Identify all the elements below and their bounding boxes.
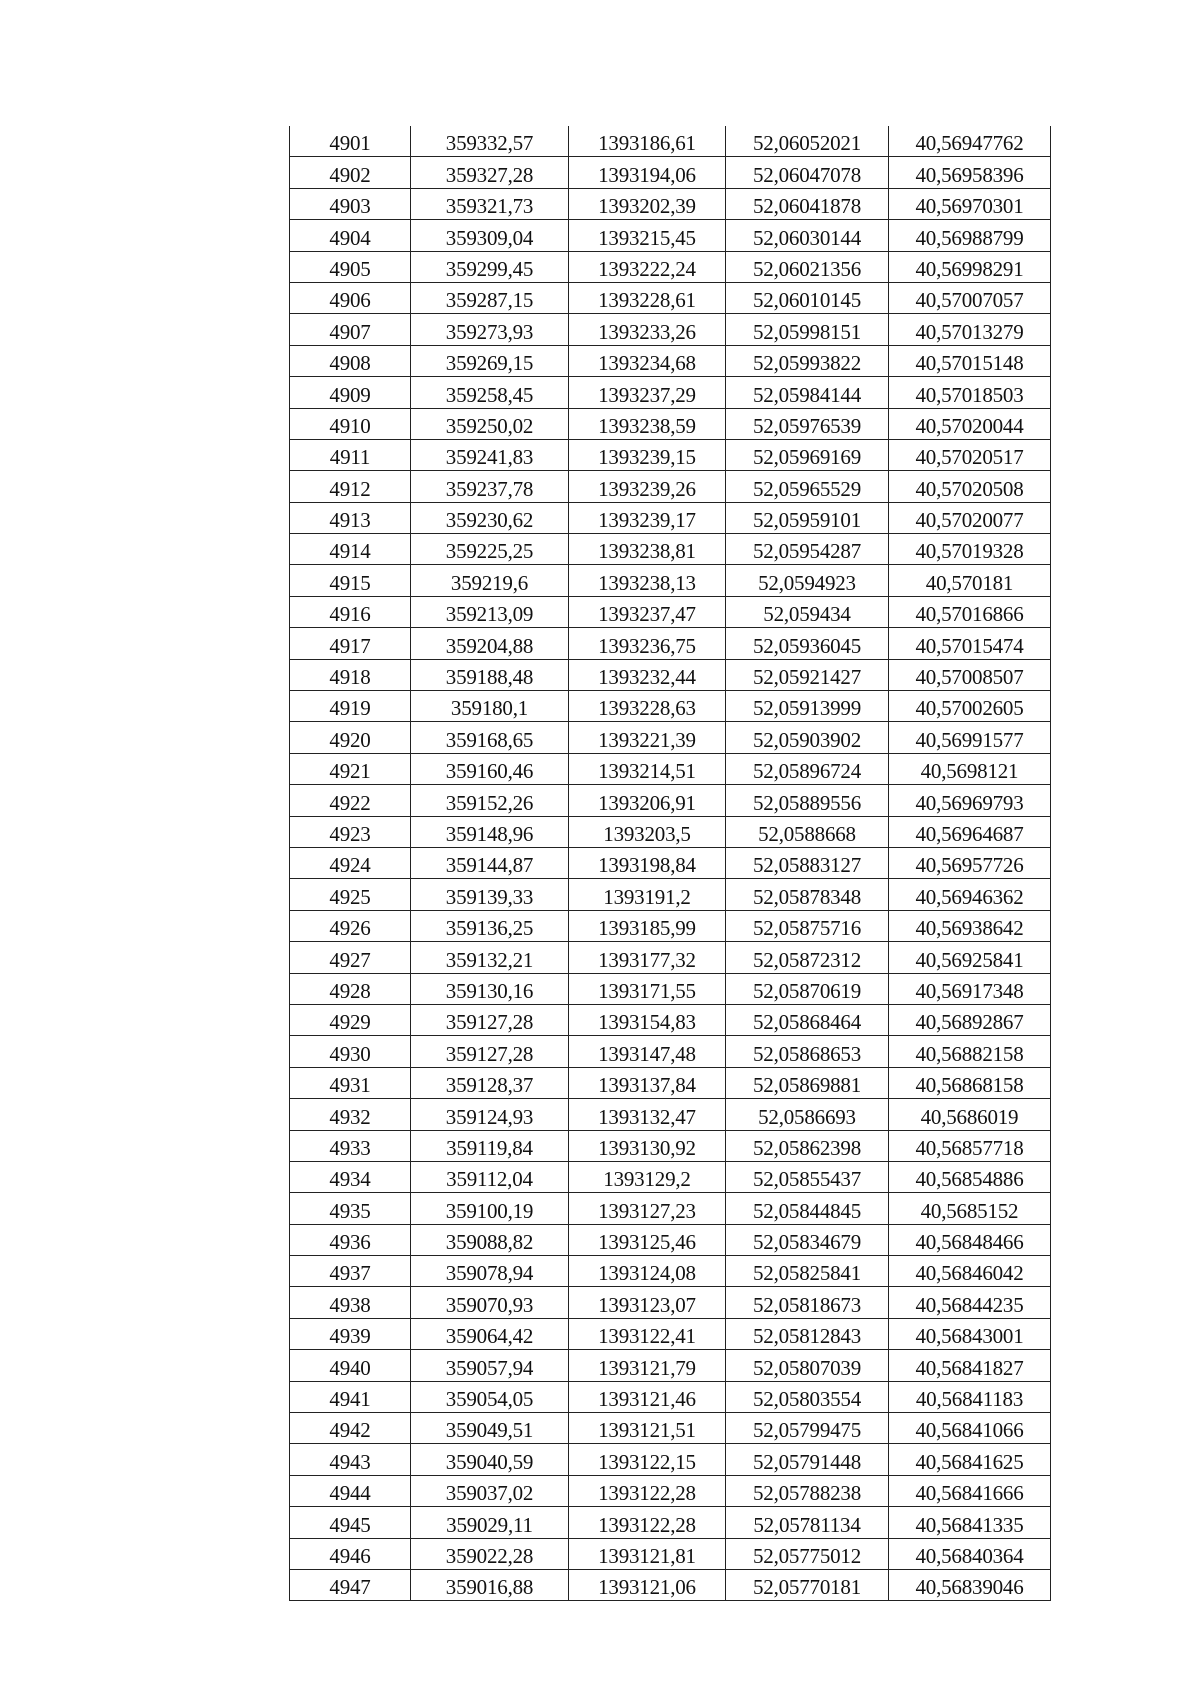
table-row xyxy=(290,1287,1051,1318)
longitude-cell: 40,57020077 xyxy=(889,502,1051,533)
latitude-cell: 52,05868464 xyxy=(726,1004,889,1035)
longitude-cell: 40,56947762 xyxy=(889,126,1051,157)
table-row xyxy=(290,1224,1051,1255)
table-row xyxy=(290,1256,1051,1287)
y-coordinate-cell: 1393122,15 xyxy=(569,1444,726,1475)
x-coordinate-cell: 359299,45 xyxy=(411,251,569,282)
longitude-cell: 40,56882158 xyxy=(889,1036,1051,1067)
point-number-cell: 4923 xyxy=(290,816,411,847)
latitude-cell: 52,05883127 xyxy=(726,847,889,878)
latitude-cell: 52,05903902 xyxy=(726,722,889,753)
y-coordinate-cell: 1393238,81 xyxy=(569,534,726,565)
table-row xyxy=(290,1350,1051,1381)
latitude-cell: 52,06010145 xyxy=(726,282,889,313)
latitude-cell: 52,05868653 xyxy=(726,1036,889,1067)
longitude-cell: 40,56958396 xyxy=(889,157,1051,188)
point-number-cell: 4947 xyxy=(290,1569,411,1600)
point-number-cell: 4919 xyxy=(290,691,411,722)
table-row xyxy=(290,596,1051,627)
x-coordinate-cell: 359332,57 xyxy=(411,126,569,157)
y-coordinate-cell: 1393236,75 xyxy=(569,628,726,659)
longitude-cell: 40,57020508 xyxy=(889,471,1051,502)
y-coordinate-cell: 1393123,07 xyxy=(569,1287,726,1318)
latitude-cell: 52,05870619 xyxy=(726,973,889,1004)
latitude-cell: 52,05775012 xyxy=(726,1538,889,1569)
point-number-cell: 4946 xyxy=(290,1538,411,1569)
latitude-cell: 52,05770181 xyxy=(726,1569,889,1600)
table-row xyxy=(290,659,1051,690)
x-coordinate-cell: 359148,96 xyxy=(411,816,569,847)
x-coordinate-cell: 359287,15 xyxy=(411,282,569,313)
latitude-cell: 52,06047078 xyxy=(726,157,889,188)
y-coordinate-cell: 1393147,48 xyxy=(569,1036,726,1067)
x-coordinate-cell: 359250,02 xyxy=(411,408,569,439)
y-coordinate-cell: 1393129,2 xyxy=(569,1161,726,1192)
y-coordinate-cell: 1393121,51 xyxy=(569,1413,726,1444)
point-number-cell: 4925 xyxy=(290,879,411,910)
x-coordinate-cell: 359237,78 xyxy=(411,471,569,502)
table-row xyxy=(290,1036,1051,1067)
y-coordinate-cell: 1393132,47 xyxy=(569,1099,726,1130)
point-number-cell: 4912 xyxy=(290,471,411,502)
longitude-cell: 40,57019328 xyxy=(889,534,1051,565)
y-coordinate-cell: 1393233,26 xyxy=(569,314,726,345)
y-coordinate-cell: 1393194,06 xyxy=(569,157,726,188)
point-number-cell: 4915 xyxy=(290,565,411,596)
y-coordinate-cell: 1393121,79 xyxy=(569,1350,726,1381)
point-number-cell: 4909 xyxy=(290,377,411,408)
x-coordinate-cell: 359273,93 xyxy=(411,314,569,345)
y-coordinate-cell: 1393186,61 xyxy=(569,126,726,157)
longitude-cell: 40,57013279 xyxy=(889,314,1051,345)
latitude-cell: 52,05872312 xyxy=(726,942,889,973)
latitude-cell: 52,05818673 xyxy=(726,1287,889,1318)
longitude-cell: 40,56846042 xyxy=(889,1256,1051,1287)
x-coordinate-cell: 359022,28 xyxy=(411,1538,569,1569)
longitude-cell: 40,56970301 xyxy=(889,188,1051,219)
table-row xyxy=(290,879,1051,910)
table-row xyxy=(290,1099,1051,1130)
latitude-cell: 52,06030144 xyxy=(726,220,889,251)
x-coordinate-cell: 359160,46 xyxy=(411,753,569,784)
table-row xyxy=(290,847,1051,878)
y-coordinate-cell: 1393122,28 xyxy=(569,1507,726,1538)
table-row xyxy=(290,722,1051,753)
latitude-cell: 52,05788238 xyxy=(726,1475,889,1506)
latitude-cell: 52,05803554 xyxy=(726,1381,889,1412)
y-coordinate-cell: 1393215,45 xyxy=(569,220,726,251)
x-coordinate-cell: 359321,73 xyxy=(411,188,569,219)
y-coordinate-cell: 1393191,2 xyxy=(569,879,726,910)
table-row xyxy=(290,1569,1051,1600)
point-number-cell: 4945 xyxy=(290,1507,411,1538)
point-number-cell: 4902 xyxy=(290,157,411,188)
table-row xyxy=(290,942,1051,973)
x-coordinate-cell: 359309,04 xyxy=(411,220,569,251)
point-number-cell: 4917 xyxy=(290,628,411,659)
latitude-cell: 52,05936045 xyxy=(726,628,889,659)
table-row xyxy=(290,1507,1051,1538)
table-row xyxy=(290,691,1051,722)
point-number-cell: 4935 xyxy=(290,1193,411,1224)
latitude-cell: 52,05969169 xyxy=(726,439,889,470)
y-coordinate-cell: 1393202,39 xyxy=(569,188,726,219)
point-number-cell: 4937 xyxy=(290,1256,411,1287)
coordinates-table xyxy=(289,126,1051,1601)
latitude-cell: 52,05781134 xyxy=(726,1507,889,1538)
longitude-cell: 40,57008507 xyxy=(889,659,1051,690)
longitude-cell: 40,56841666 xyxy=(889,1475,1051,1506)
table-row xyxy=(290,188,1051,219)
x-coordinate-cell: 359040,59 xyxy=(411,1444,569,1475)
point-number-cell: 4906 xyxy=(290,282,411,313)
latitude-cell: 52,05791448 xyxy=(726,1444,889,1475)
longitude-cell: 40,57002605 xyxy=(889,691,1051,722)
latitude-cell: 52,059434 xyxy=(726,596,889,627)
point-number-cell: 4921 xyxy=(290,753,411,784)
latitude-cell: 52,05984144 xyxy=(726,377,889,408)
longitude-cell: 40,57015474 xyxy=(889,628,1051,659)
y-coordinate-cell: 1393214,51 xyxy=(569,753,726,784)
longitude-cell: 40,57020517 xyxy=(889,439,1051,470)
table-row xyxy=(290,753,1051,784)
y-coordinate-cell: 1393121,46 xyxy=(569,1381,726,1412)
table-row xyxy=(290,816,1051,847)
y-coordinate-cell: 1393124,08 xyxy=(569,1256,726,1287)
latitude-cell: 52,05812843 xyxy=(726,1318,889,1349)
longitude-cell: 40,56957726 xyxy=(889,847,1051,878)
point-number-cell: 4940 xyxy=(290,1350,411,1381)
x-coordinate-cell: 359152,26 xyxy=(411,785,569,816)
x-coordinate-cell: 359037,02 xyxy=(411,1475,569,1506)
x-coordinate-cell: 359127,28 xyxy=(411,1036,569,1067)
longitude-cell: 40,57015148 xyxy=(889,345,1051,376)
table-row xyxy=(290,1444,1051,1475)
y-coordinate-cell: 1393221,39 xyxy=(569,722,726,753)
x-coordinate-cell: 359078,94 xyxy=(411,1256,569,1287)
point-number-cell: 4918 xyxy=(290,659,411,690)
y-coordinate-cell: 1393239,26 xyxy=(569,471,726,502)
x-coordinate-cell: 359070,93 xyxy=(411,1287,569,1318)
longitude-cell: 40,56964687 xyxy=(889,816,1051,847)
longitude-cell: 40,56917348 xyxy=(889,973,1051,1004)
y-coordinate-cell: 1393127,23 xyxy=(569,1193,726,1224)
y-coordinate-cell: 1393232,44 xyxy=(569,659,726,690)
y-coordinate-cell: 1393203,5 xyxy=(569,816,726,847)
table-row xyxy=(290,1161,1051,1192)
y-coordinate-cell: 1393237,47 xyxy=(569,596,726,627)
x-coordinate-cell: 359230,62 xyxy=(411,502,569,533)
latitude-cell: 52,05878348 xyxy=(726,879,889,910)
x-coordinate-cell: 359180,1 xyxy=(411,691,569,722)
y-coordinate-cell: 1393228,61 xyxy=(569,282,726,313)
y-coordinate-cell: 1393222,24 xyxy=(569,251,726,282)
latitude-cell: 52,05998151 xyxy=(726,314,889,345)
x-coordinate-cell: 359064,42 xyxy=(411,1318,569,1349)
x-coordinate-cell: 359029,11 xyxy=(411,1507,569,1538)
latitude-cell: 52,05954287 xyxy=(726,534,889,565)
latitude-cell: 52,05834679 xyxy=(726,1224,889,1255)
point-number-cell: 4913 xyxy=(290,502,411,533)
y-coordinate-cell: 1393177,32 xyxy=(569,942,726,973)
latitude-cell: 52,05799475 xyxy=(726,1413,889,1444)
y-coordinate-cell: 1393130,92 xyxy=(569,1130,726,1161)
table-row xyxy=(290,628,1051,659)
table-row xyxy=(290,1538,1051,1569)
y-coordinate-cell: 1393239,15 xyxy=(569,439,726,470)
table-row xyxy=(290,1381,1051,1412)
latitude-cell: 52,05844845 xyxy=(726,1193,889,1224)
longitude-cell: 40,56938642 xyxy=(889,910,1051,941)
longitude-cell: 40,56841066 xyxy=(889,1413,1051,1444)
table-row xyxy=(290,1318,1051,1349)
y-coordinate-cell: 1393234,68 xyxy=(569,345,726,376)
latitude-cell: 52,05896724 xyxy=(726,753,889,784)
longitude-cell: 40,56892867 xyxy=(889,1004,1051,1035)
point-number-cell: 4936 xyxy=(290,1224,411,1255)
table-row xyxy=(290,282,1051,313)
longitude-cell: 40,56854886 xyxy=(889,1161,1051,1192)
x-coordinate-cell: 359016,88 xyxy=(411,1569,569,1600)
y-coordinate-cell: 1393238,59 xyxy=(569,408,726,439)
point-number-cell: 4941 xyxy=(290,1381,411,1412)
table-row xyxy=(290,785,1051,816)
point-number-cell: 4924 xyxy=(290,847,411,878)
y-coordinate-cell: 1393206,91 xyxy=(569,785,726,816)
point-number-cell: 4916 xyxy=(290,596,411,627)
point-number-cell: 4938 xyxy=(290,1287,411,1318)
table-row xyxy=(290,1475,1051,1506)
longitude-cell: 40,56841625 xyxy=(889,1444,1051,1475)
table-row xyxy=(290,910,1051,941)
x-coordinate-cell: 359144,87 xyxy=(411,847,569,878)
latitude-cell: 52,05807039 xyxy=(726,1350,889,1381)
y-coordinate-cell: 1393198,84 xyxy=(569,847,726,878)
table-row xyxy=(290,471,1051,502)
latitude-cell: 52,05921427 xyxy=(726,659,889,690)
y-coordinate-cell: 1393238,13 xyxy=(569,565,726,596)
point-number-cell: 4911 xyxy=(290,439,411,470)
point-number-cell: 4944 xyxy=(290,1475,411,1506)
x-coordinate-cell: 359119,84 xyxy=(411,1130,569,1161)
x-coordinate-cell: 359054,05 xyxy=(411,1381,569,1412)
table-row xyxy=(290,565,1051,596)
x-coordinate-cell: 359258,45 xyxy=(411,377,569,408)
point-number-cell: 4933 xyxy=(290,1130,411,1161)
longitude-cell: 40,56848466 xyxy=(889,1224,1051,1255)
longitude-cell: 40,57016866 xyxy=(889,596,1051,627)
x-coordinate-cell: 359130,16 xyxy=(411,973,569,1004)
point-number-cell: 4942 xyxy=(290,1413,411,1444)
point-number-cell: 4901 xyxy=(290,126,411,157)
table-row xyxy=(290,377,1051,408)
x-coordinate-cell: 359100,19 xyxy=(411,1193,569,1224)
latitude-cell: 52,06052021 xyxy=(726,126,889,157)
y-coordinate-cell: 1393171,55 xyxy=(569,973,726,1004)
x-coordinate-cell: 359132,21 xyxy=(411,942,569,973)
y-coordinate-cell: 1393239,17 xyxy=(569,502,726,533)
y-coordinate-cell: 1393121,06 xyxy=(569,1569,726,1600)
longitude-cell: 40,56841183 xyxy=(889,1381,1051,1412)
point-number-cell: 4907 xyxy=(290,314,411,345)
longitude-cell: 40,57020044 xyxy=(889,408,1051,439)
point-number-cell: 4905 xyxy=(290,251,411,282)
x-coordinate-cell: 359225,25 xyxy=(411,534,569,565)
latitude-cell: 52,05913999 xyxy=(726,691,889,722)
table-row xyxy=(290,1067,1051,1098)
x-coordinate-cell: 359127,28 xyxy=(411,1004,569,1035)
longitude-cell: 40,56868158 xyxy=(889,1067,1051,1098)
y-coordinate-cell: 1393137,84 xyxy=(569,1067,726,1098)
latitude-cell: 52,05862398 xyxy=(726,1130,889,1161)
table-row xyxy=(290,1130,1051,1161)
point-number-cell: 4939 xyxy=(290,1318,411,1349)
table-row xyxy=(290,345,1051,376)
latitude-cell: 52,05965529 xyxy=(726,471,889,502)
longitude-cell: 40,56841827 xyxy=(889,1350,1051,1381)
latitude-cell: 52,05875716 xyxy=(726,910,889,941)
latitude-cell: 52,05959101 xyxy=(726,502,889,533)
table-row xyxy=(290,1413,1051,1444)
y-coordinate-cell: 1393154,83 xyxy=(569,1004,726,1035)
x-coordinate-cell: 359188,48 xyxy=(411,659,569,690)
x-coordinate-cell: 359168,65 xyxy=(411,722,569,753)
longitude-cell: 40,5685152 xyxy=(889,1193,1051,1224)
point-number-cell: 4904 xyxy=(290,220,411,251)
table-row xyxy=(290,1193,1051,1224)
table-row xyxy=(290,534,1051,565)
longitude-cell: 40,56843001 xyxy=(889,1318,1051,1349)
x-coordinate-cell: 359057,94 xyxy=(411,1350,569,1381)
longitude-cell: 40,570181 xyxy=(889,565,1051,596)
longitude-cell: 40,56991577 xyxy=(889,722,1051,753)
x-coordinate-cell: 359139,33 xyxy=(411,879,569,910)
longitude-cell: 40,56841335 xyxy=(889,1507,1051,1538)
longitude-cell: 40,5686019 xyxy=(889,1099,1051,1130)
point-number-cell: 4903 xyxy=(290,188,411,219)
point-number-cell: 4934 xyxy=(290,1161,411,1192)
longitude-cell: 40,56925841 xyxy=(889,942,1051,973)
x-coordinate-cell: 359213,09 xyxy=(411,596,569,627)
latitude-cell: 52,05855437 xyxy=(726,1161,889,1192)
point-number-cell: 4908 xyxy=(290,345,411,376)
latitude-cell: 52,06041878 xyxy=(726,188,889,219)
x-coordinate-cell: 359269,15 xyxy=(411,345,569,376)
table-row xyxy=(290,314,1051,345)
longitude-cell: 40,56839046 xyxy=(889,1569,1051,1600)
latitude-cell: 52,05889556 xyxy=(726,785,889,816)
x-coordinate-cell: 359088,82 xyxy=(411,1224,569,1255)
y-coordinate-cell: 1393122,28 xyxy=(569,1475,726,1506)
x-coordinate-cell: 359049,51 xyxy=(411,1413,569,1444)
x-coordinate-cell: 359204,88 xyxy=(411,628,569,659)
table-row xyxy=(290,973,1051,1004)
table-row xyxy=(290,502,1051,533)
x-coordinate-cell: 359128,37 xyxy=(411,1067,569,1098)
y-coordinate-cell: 1393122,41 xyxy=(569,1318,726,1349)
x-coordinate-cell: 359327,28 xyxy=(411,157,569,188)
latitude-cell: 52,0586693 xyxy=(726,1099,889,1130)
y-coordinate-cell: 1393237,29 xyxy=(569,377,726,408)
point-number-cell: 4927 xyxy=(290,942,411,973)
longitude-cell: 40,5698121 xyxy=(889,753,1051,784)
point-number-cell: 4920 xyxy=(290,722,411,753)
latitude-cell: 52,05869881 xyxy=(726,1067,889,1098)
coordinates-table-body xyxy=(290,126,1051,1601)
point-number-cell: 4929 xyxy=(290,1004,411,1035)
y-coordinate-cell: 1393185,99 xyxy=(569,910,726,941)
latitude-cell: 52,0594923 xyxy=(726,565,889,596)
x-coordinate-cell: 359219,6 xyxy=(411,565,569,596)
x-coordinate-cell: 359136,25 xyxy=(411,910,569,941)
latitude-cell: 52,05825841 xyxy=(726,1256,889,1287)
y-coordinate-cell: 1393125,46 xyxy=(569,1224,726,1255)
table-row xyxy=(290,126,1051,157)
x-coordinate-cell: 359124,93 xyxy=(411,1099,569,1130)
longitude-cell: 40,56988799 xyxy=(889,220,1051,251)
point-number-cell: 4922 xyxy=(290,785,411,816)
table-row xyxy=(290,157,1051,188)
point-number-cell: 4943 xyxy=(290,1444,411,1475)
longitude-cell: 40,56857718 xyxy=(889,1130,1051,1161)
longitude-cell: 40,57007057 xyxy=(889,282,1051,313)
table-row xyxy=(290,251,1051,282)
y-coordinate-cell: 1393228,63 xyxy=(569,691,726,722)
point-number-cell: 4928 xyxy=(290,973,411,1004)
point-number-cell: 4931 xyxy=(290,1067,411,1098)
point-number-cell: 4932 xyxy=(290,1099,411,1130)
longitude-cell: 40,56844235 xyxy=(889,1287,1051,1318)
longitude-cell: 40,56946362 xyxy=(889,879,1051,910)
longitude-cell: 40,56998291 xyxy=(889,251,1051,282)
x-coordinate-cell: 359112,04 xyxy=(411,1161,569,1192)
longitude-cell: 40,56969793 xyxy=(889,785,1051,816)
latitude-cell: 52,06021356 xyxy=(726,251,889,282)
latitude-cell: 52,05976539 xyxy=(726,408,889,439)
y-coordinate-cell: 1393121,81 xyxy=(569,1538,726,1569)
table-row xyxy=(290,220,1051,251)
longitude-cell: 40,56840364 xyxy=(889,1538,1051,1569)
latitude-cell: 52,05993822 xyxy=(726,345,889,376)
x-coordinate-cell: 359241,83 xyxy=(411,439,569,470)
longitude-cell: 40,57018503 xyxy=(889,377,1051,408)
point-number-cell: 4914 xyxy=(290,534,411,565)
table-row xyxy=(290,439,1051,470)
table-row xyxy=(290,408,1051,439)
latitude-cell: 52,0588668 xyxy=(726,816,889,847)
point-number-cell: 4926 xyxy=(290,910,411,941)
point-number-cell: 4930 xyxy=(290,1036,411,1067)
table-row xyxy=(290,1004,1051,1035)
point-number-cell: 4910 xyxy=(290,408,411,439)
